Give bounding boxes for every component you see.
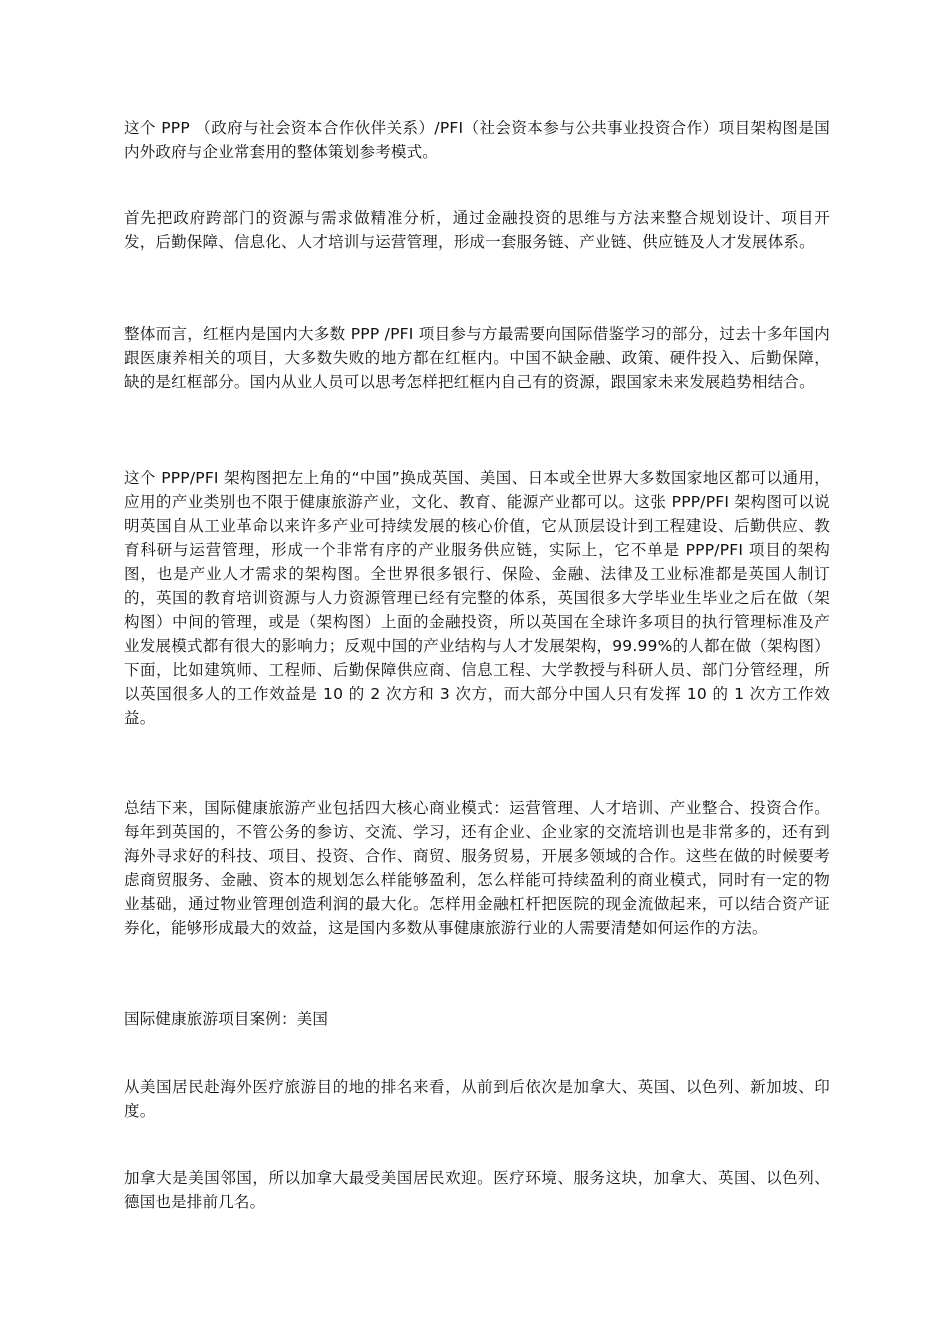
paragraph-architecture-explanation: 这个 PPP/PFI 架构图把左上角的“中国”换成英国、美国、日本或全世界大多数国家地区都可以通用，应用的产业类别也不限于健康旅游产业，文化、教育、能源产业都可以。这张 PPP/PFI 架构图可以说明英国自从工业革命以来许多产业可持续发展的核心价值，它从顶层设计到工程建设、后勤供应、教育科研与运营管理，形成一个非常有序的产业服务供应链，实际上，它不单是 PPP/PFI 项目的架构图，也是产业人才需求的架构图。全世界很多银行、保险、金融、法律及工业标准都是英国人制订的，英国的教育培训资源与人力资源管理已经有完整的体系，英国很多大学毕业生毕业之后在做（架构图）中间的管理，或是（架构图）上面的金融投资，所以英国在全球许多项目的执行管理标准及产业发展模式都有很大的影响力；反观中国的产业结构与人才发展架构，99.99%的人都在做（架构图）下面，比如建筑师、工程师、后勤保障供应商、信息工程、大学教授与科研人员、部门分管经理，所以英国很多人的工作效益是 10 的 2 次方和 3 次方，而大部分中国人只有发挥 10 的 1 次方工作效益。 bbox=[124, 469, 830, 727]
section-heading-usa-case: 国际健康旅游项目案例：美国 bbox=[124, 1010, 329, 1028]
paragraph-ppp-pfi-intro: 这个 PPP （政府与社会资本合作伙伴关系）/PFI（社会资本参与公共事业投资合作）项目架构图是国内外政府与企业常套用的整体策划参考模式。 bbox=[124, 119, 830, 161]
paragraph-canada-popularity: 加拿大是美国邻国，所以加拿大最受美国居民欢迎。医疗环境、服务这块，加拿大、英国、以色列、德国也是排前几名。 bbox=[124, 1169, 830, 1211]
paragraph-resource-analysis: 首先把政府跨部门的资源与需求做精准分析，通过金融投资的思维与方法来整合规划设计、项目开发，后勤保障、信息化、人才培训与运营管理，形成一套服务链、产业链、供应链及人才发展体系。 bbox=[124, 209, 830, 251]
paragraph-business-model-summary: 总结下来，国际健康旅游产业包括四大核心商业模式：运营管理、人才培训、产业整合、投资合作。每年到英国的，不管公务的参访、交流、学习，还有企业、企业家的交流培训也是非常多的，还有到海外寻求好的科技、项目、投资、合作、商贸、服务贸易，开展多领域的合作。这些在做的时候要考虑商贸服务、金融、资本的规划怎么样能够盈利，怎么样能可持续盈利的商业模式，同时有一定的物业基础，通过物业管理创造利润的最大化。怎样用金融杠杆把医院的现金流做起来，可以结合资产证券化，能够形成最大的效益，这是国内多数从事健康旅游行业的人需要清楚如何运作的方法。 bbox=[124, 799, 830, 937]
paragraph-red-box-summary: 整体而言，红框内是国内大多数 PPP /PFI 项目参与方最需要向国际借鉴学习的部分，过去十多年国内跟医康养相关的项目，大多数失败的地方都在红框内。中国不缺金融、政策、硬件投入、后勤保障，缺的是红框部分。国内从业人员可以思考怎样把红框内自己有的资源，跟国家未来发展趋势相结合。 bbox=[124, 325, 830, 391]
paragraph-destination-ranking: 从美国居民赴海外医疗旅游目的地的排名来看，从前到后依次是加拿大、英国、以色列、新加坡、印度。 bbox=[124, 1078, 830, 1120]
